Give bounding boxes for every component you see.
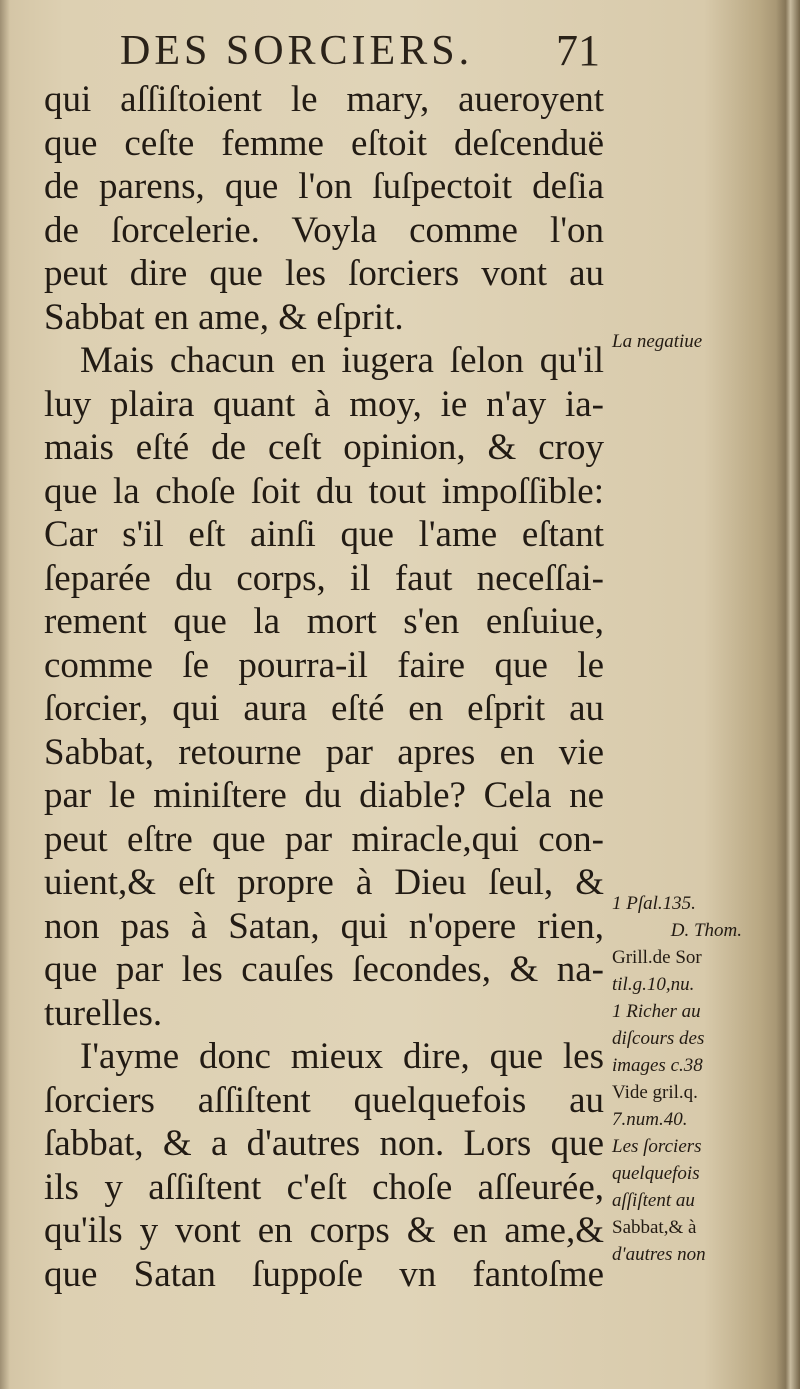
text-line: turelles. bbox=[44, 992, 163, 1034]
margin-note-line: Grill.de Sor bbox=[612, 947, 702, 968]
text-line: que Satan ſuppoſe vn fantoſme bbox=[44, 1253, 604, 1295]
text-line: Mais chacun en iugera ſelon qu'il bbox=[80, 340, 604, 381]
margin-note-line: 7.num.40. bbox=[612, 1109, 688, 1130]
running-title: DES SORCIERS. bbox=[120, 28, 474, 74]
margin-note-line: Sabbat,& à bbox=[612, 1217, 697, 1238]
margin-note-line: quelquefois bbox=[612, 1163, 700, 1184]
text-line: qui aſſiſtoient le mary, aueroyent bbox=[44, 79, 604, 120]
text-line: Sabbat, retourne par apres en vie bbox=[44, 731, 604, 773]
text-line: par le miniſtere du diable? Cela ne bbox=[44, 775, 604, 816]
text-line: ſabbat, & a d'autres non. Lors que bbox=[44, 1123, 604, 1164]
text-line: ils y aſſiſtent c'eſt choſe aſſeurée, bbox=[44, 1166, 604, 1208]
page-edge bbox=[776, 0, 800, 1389]
text-line: rement que la mort s'en enſuiue, bbox=[44, 601, 604, 642]
text-line: comme ſe pourra-il faire que le bbox=[44, 644, 604, 686]
page-header bbox=[120, 26, 600, 76]
text-line: Car s'il eſt ainſi que l'ame eſtant bbox=[44, 514, 604, 555]
body-text bbox=[44, 78, 604, 1296]
text-line: de parens, que l'on ſuſpectoit deſia bbox=[44, 166, 604, 207]
text-line: Sabbat en ame, & eſprit. bbox=[44, 296, 404, 338]
margin-note-line: Vide gril.q. bbox=[612, 1082, 698, 1103]
text-line: que ceſte femme eſtoit deſcenduë bbox=[44, 122, 604, 164]
margin-note-line: Les ſorciers bbox=[612, 1136, 702, 1157]
margin-note-line: images c.38 bbox=[612, 1055, 703, 1076]
page-number: 71 bbox=[556, 26, 600, 75]
text-line: que par les cauſes ſecondes, & na- bbox=[44, 949, 604, 990]
text-line: peut eſtre que par miracle,qui con- bbox=[44, 818, 604, 860]
margin-note-line: 1 Pſal.135. bbox=[612, 893, 696, 914]
margin-note-references bbox=[612, 890, 742, 1268]
text-line: qu'ils y vont en corps & en ame,& bbox=[44, 1210, 604, 1251]
margin-note-text: La negatiue bbox=[612, 331, 703, 352]
text-line: ſeparée du corps, il faut neceſſai- bbox=[44, 557, 604, 599]
text-line: mais eſté de ceſt opinion, & croy bbox=[44, 427, 604, 468]
margin-note-line: til.g.10,nu. bbox=[612, 974, 695, 995]
text-line: ſorciers aſſiſtent quelquefois au bbox=[44, 1079, 604, 1121]
binding-shadow bbox=[0, 0, 10, 1389]
margin-note-line: d'autres non bbox=[612, 1244, 706, 1265]
text-line: uient,& eſt propre à Dieu ſeul, & bbox=[44, 862, 604, 903]
text-line: ſorcier, qui aura eſté en eſprit au bbox=[44, 688, 604, 729]
text-line: non pas à Satan, qui n'opere rien, bbox=[44, 905, 604, 947]
text-line: que la choſe ſoit du tout impoſſible: bbox=[44, 470, 604, 512]
text-line: luy plaira quant à moy, ie n'ay ia- bbox=[44, 383, 604, 425]
margin-note-line: aſſiſtent au bbox=[612, 1190, 695, 1211]
margin-note-line: D. Thom. bbox=[670, 920, 742, 941]
text-line: I'ayme donc mieux dire, que les bbox=[80, 1036, 604, 1077]
text-line: peut dire que les ſorciers vont au bbox=[44, 253, 604, 294]
margin-note-negatiue bbox=[612, 328, 742, 355]
text-line: de ſorcelerie. Voyla comme l'on bbox=[44, 209, 604, 251]
margin-note-line: diſcours des bbox=[612, 1028, 705, 1049]
margin-note-line: 1 Richer au bbox=[612, 1001, 701, 1022]
